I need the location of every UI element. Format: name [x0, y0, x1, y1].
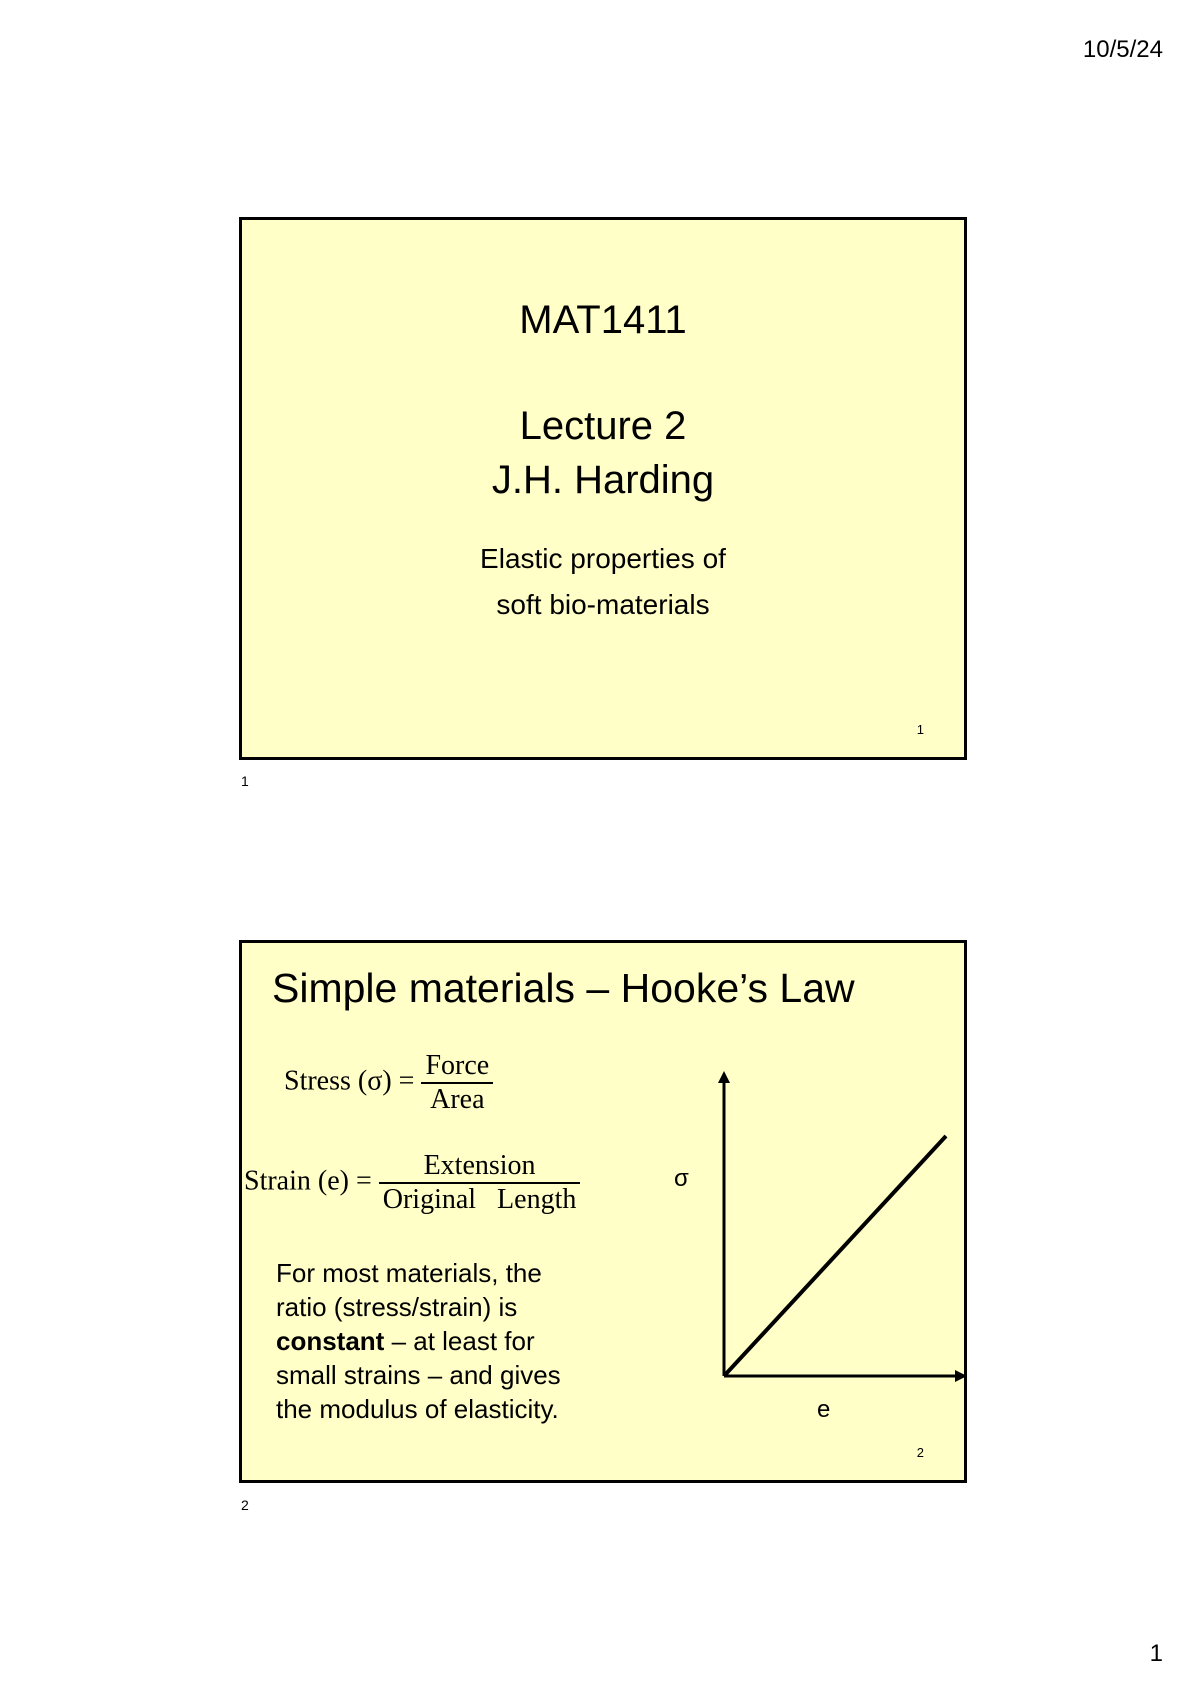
elastic-line: [724, 1136, 946, 1376]
body-line-5: the modulus of elasticity.: [276, 1394, 559, 1424]
slide-1-title: MAT1411: [519, 298, 687, 342]
slide-2-inner-number: 2: [916, 1445, 924, 1460]
slide-1: [239, 217, 967, 760]
strain-numerator: Extension: [423, 1150, 536, 1181]
strain-denominator: Original Length: [379, 1182, 581, 1216]
slide-2-outer-number: 2: [241, 1497, 249, 1513]
slide-1-inner-number: 1: [916, 722, 924, 737]
y-axis-arrow-icon: [718, 1071, 730, 1083]
x-axis-arrow-icon: [955, 1370, 967, 1382]
page-date: 10/5/24: [1082, 36, 1163, 63]
slide-2-title: Simple materials – Hooke’s Law: [272, 965, 855, 1011]
body-line-3-rest: – at least for: [384, 1326, 535, 1356]
slide-2: [239, 940, 967, 1483]
body-line-1: For most materials, the: [276, 1258, 542, 1288]
body-bold-constant: constant: [276, 1326, 385, 1356]
y-axis-label: σ: [674, 1165, 689, 1192]
strain-formula-lhs: Strain (e) =: [244, 1165, 372, 1197]
stress-formula-lhs: Stress (σ) =: [284, 1065, 415, 1097]
body-line-4: small strains – and gives: [276, 1360, 561, 1390]
stress-denominator: Area: [421, 1082, 493, 1116]
page-number: 1: [1149, 1640, 1163, 1667]
slide-1-subtitle: [242, 536, 964, 628]
x-axis-label: e: [817, 1396, 831, 1423]
slide-1-lecture: Lecture 2: [519, 404, 687, 448]
body-line-2: ratio (stress/strain) is: [276, 1292, 518, 1322]
slide-1-outer-number: 1: [241, 773, 249, 789]
slide-1-subtitle-line1: Elastic properties of: [480, 543, 726, 574]
slide-1-subtitle-line2: soft bio-materials: [496, 589, 710, 620]
stress-numerator: Force: [425, 1050, 490, 1081]
slide-1-author: J.H. Harding: [491, 458, 715, 502]
stress-strain-graph: [242, 943, 970, 1486]
